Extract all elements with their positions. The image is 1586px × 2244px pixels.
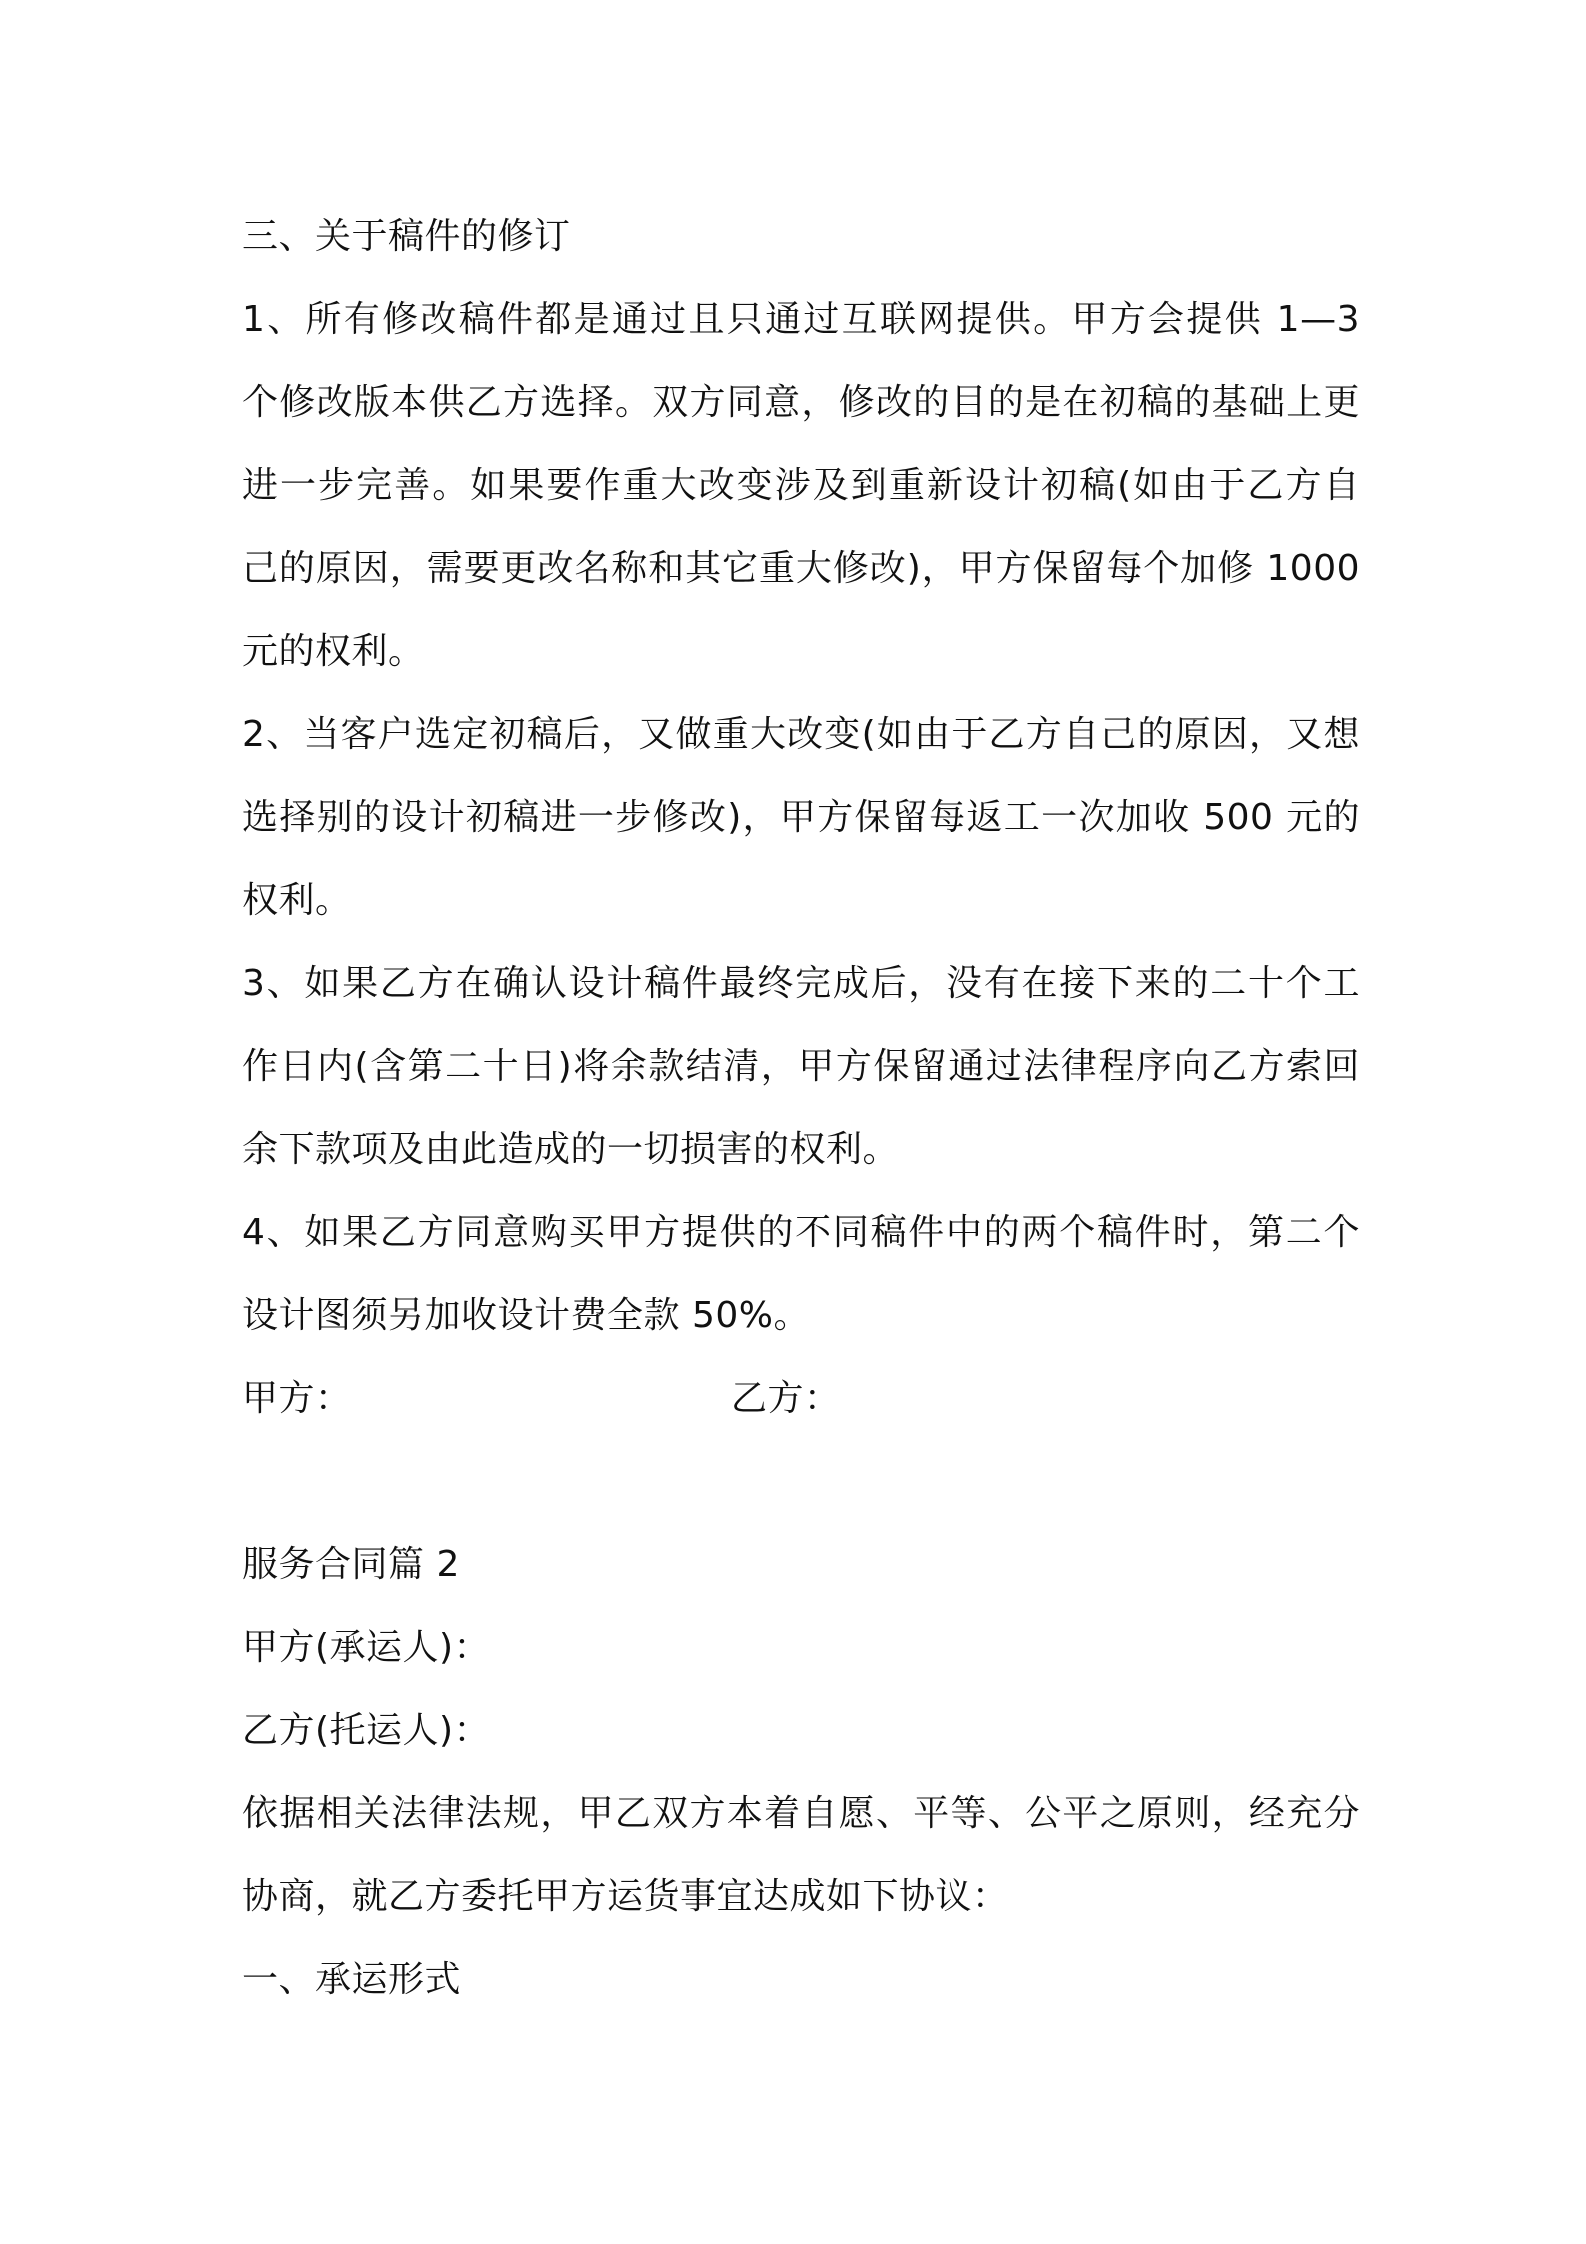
- clause-1-line: 1、所有修改稿件都是通过且只通过互联网提供。甲方会提供 1—3: [242, 299, 1360, 340]
- party-b-shipper: 乙方(托运人)：: [242, 1710, 491, 1751]
- clause-3: [242, 942, 1360, 1191]
- clause-2-line: 权利。: [242, 880, 352, 921]
- clause-2: [242, 693, 1360, 942]
- section-heading-revision: 三、关于稿件的修订: [242, 216, 571, 257]
- clause-3-line: 余下款项及由此造成的一切损害的权利。: [242, 1129, 900, 1170]
- clause-2-line: 2、当客户选定初稿后，又做重大改变(如由于乙方自己的原因，又想: [242, 714, 1360, 755]
- blank-gap: [242, 1440, 1360, 1523]
- clause-1: [242, 278, 1360, 693]
- clause-1-line: 个修改版本供乙方选择。双方同意，修改的目的是在初稿的基础上更: [242, 382, 1360, 423]
- contract-intro-line: 协商，就乙方委托甲方运货事宜达成如下协议：: [242, 1876, 1009, 1917]
- party-a-carrier: 甲方(承运人)：: [242, 1627, 491, 1668]
- clause-2-line: 选择别的设计初稿进一步修改)，甲方保留每返工一次加收 500 元的: [242, 797, 1360, 838]
- clause-1-line: 元的权利。: [242, 631, 425, 672]
- clause-1-line: 己的原因，需要更改名称和其它重大修改)，甲方保留每个加修 1000: [242, 548, 1360, 589]
- contract-intro: [242, 1772, 1360, 1938]
- document-page: [242, 195, 1360, 2021]
- section-heading-carriage-form: 一、承运形式: [242, 1959, 462, 2000]
- signature-row: [242, 1357, 1360, 1440]
- signature-party-b: 乙方：: [731, 1378, 841, 1419]
- signature-party-a: 甲方：: [242, 1378, 352, 1419]
- clause-3-line: 3、如果乙方在确认设计稿件最终完成后，没有在接下来的二十个工: [242, 963, 1360, 1004]
- contract-intro-line: 依据相关法律法规，甲乙双方本着自愿、平等、公平之原则，经充分: [242, 1793, 1360, 1834]
- clause-4-line: 设计图须另加收设计费全款 50%。: [242, 1295, 810, 1336]
- clause-1-line: 进一步完善。如果要作重大改变涉及到重新设计初稿(如由于乙方自: [242, 465, 1360, 506]
- clause-3-line: 作日内(含第二十日)将余款结清，甲方保留通过法律程序向乙方索回: [242, 1046, 1360, 1087]
- contract-title: 服务合同篇 2: [242, 1544, 460, 1585]
- clause-4: [242, 1191, 1360, 1357]
- clause-4-line: 4、如果乙方同意购买甲方提供的不同稿件中的两个稿件时，第二个: [242, 1212, 1360, 1253]
